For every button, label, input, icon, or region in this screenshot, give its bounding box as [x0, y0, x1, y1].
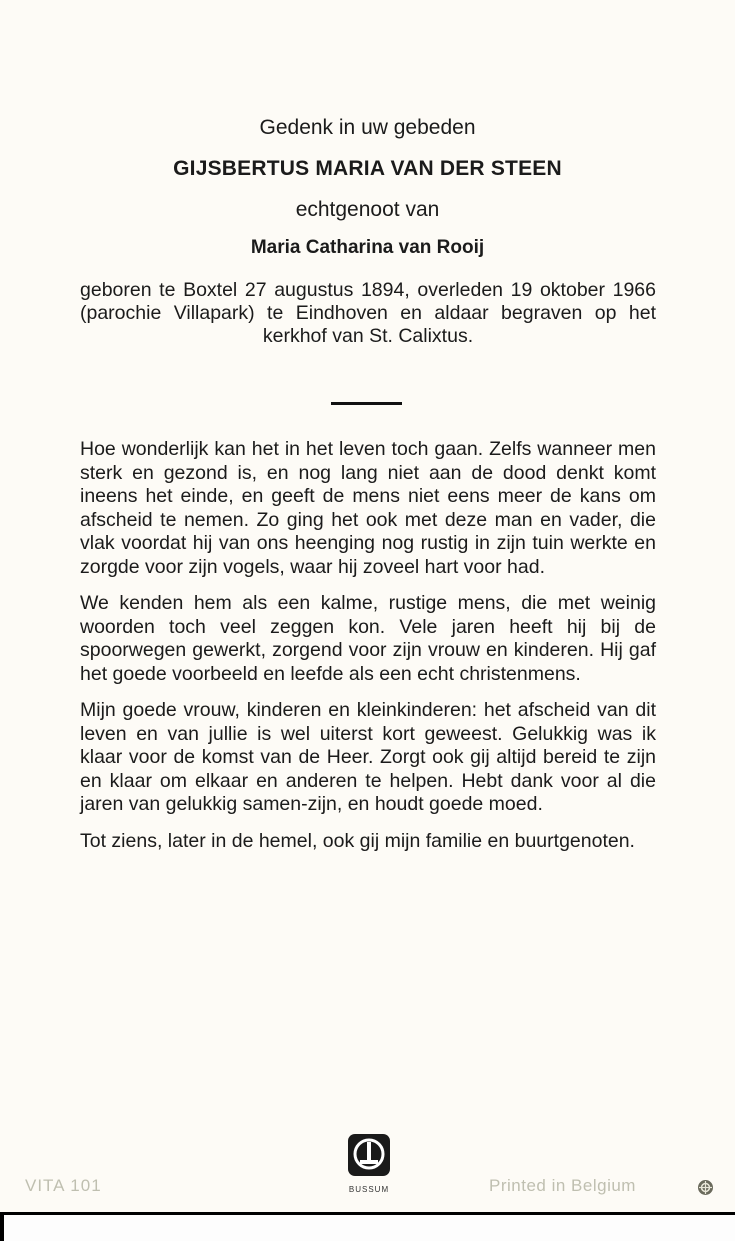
printed-in-label: Printed in Belgium — [489, 1176, 636, 1195]
series-code: VITA 101 — [25, 1176, 102, 1195]
card-bottom-edge — [0, 1212, 735, 1241]
edge-corner — [0, 1215, 4, 1241]
spouse-label: echtgenoot van — [295, 198, 440, 221]
paragraph: Mijn goede vrouw, kinderen en kleinkinderen: het afscheid van dit leven en van jullie is wel uiterst kort geweest. Gelukkig was ik klaar voor de komst van de Heer. Zorgt ook gij altijd bereid te zijn en klaar om elkaar en anderen te helpen. Hebt dank voor al die jaren van gelukkig samen-zijn, en houdt goede moed. — [80, 699, 656, 815]
memorial-text — [80, 438, 656, 866]
deceased-name: GIJSBERTUS MARIA VAN DER STEEN — [173, 157, 562, 180]
intro-line: Gedenk in uw gebeden — [259, 116, 476, 139]
biography: geboren te Boxtel 27 augustus 1894, overleden 19 oktober 1966 (parochie Villapark) te Eindhoven en aldaar begraven op het kerkhof van St. Calixtus. — [80, 279, 656, 347]
publisher-logo-icon — [347, 1133, 391, 1177]
paragraph: Tot ziens, later in de hemel, ook gij mijn familie en buurtgenoten. — [80, 829, 635, 852]
paragraph: Hoe wonderlijk kan het in het leven toch gaan. Zelfs wanneer men sterk en gezond is, en nog lang niet aan de dood denkt komt ineens het einde, en geeft de mens niet eens meer de kans om afscheid te nemen. Zo ging het ook met deze man en vader, die vlak voordat hij van ons heenging nog rustig in zijn tuin werkte en zorgde voor zijn vogels, waar hij zoveel hart voor had. — [80, 438, 656, 578]
divider-line — [331, 402, 402, 405]
printer-mark-icon — [697, 1179, 714, 1196]
spouse-name: Maria Catharina van Rooij — [250, 237, 485, 258]
paragraph: We kenden hem als een kalme, rustige mens, die met weinig woorden toch veel zeggen kon. Vele jaren heeft hij bij de spoorwegen gewerkt, zorgend voor zijn vrouw en kinderen. Hij gaf het goede voorbeeld en leefde als een echt christenmens. — [80, 592, 656, 685]
publisher-place: BUSSUM — [348, 1185, 390, 1194]
